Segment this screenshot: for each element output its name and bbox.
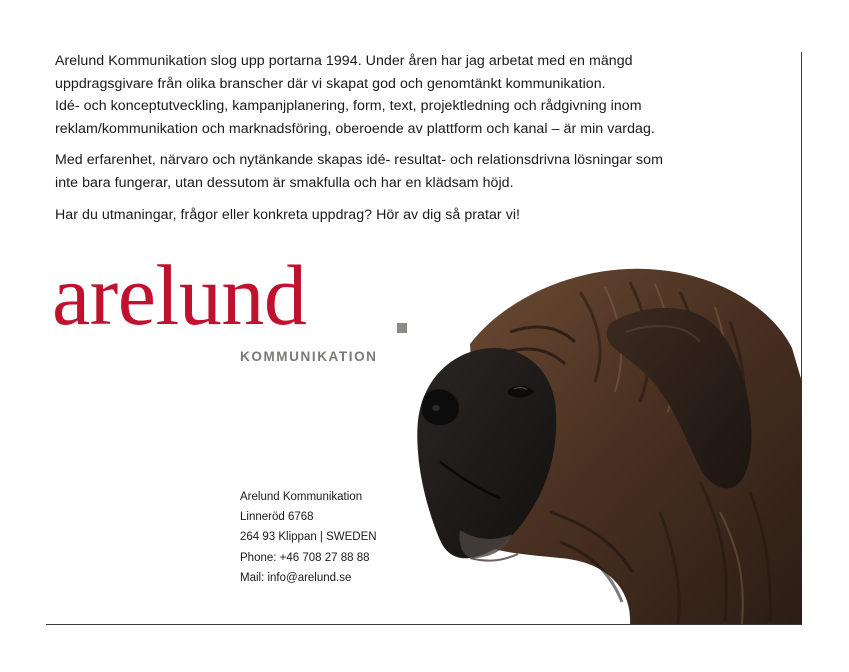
boxer-dog-icon — [400, 262, 802, 624]
intro-line: Arelund Kommunikation slog upp portarna 1994. Under åren har jag arbetat med en mängd — [55, 53, 633, 69]
intro-paragraph-1 — [55, 50, 715, 140]
frame-bottom-rule — [46, 624, 802, 625]
contact-address — [240, 487, 377, 588]
address-city: 264 93 Klippan | SWEDEN — [240, 531, 377, 544]
intro-line: inte bara fungerar, utan dessutom är smakfulla och har en klädsam höjd. — [55, 174, 514, 191]
intro-line: uppdragsgivare från olika branscher där vi skapat god och genomtänkt kommunikation. — [55, 75, 606, 92]
intro-line: Med erfarenhet, närvaro och nytänkande skapas idé- resultat- och relationsdrivna lösningar som — [55, 152, 663, 169]
intro-text — [55, 50, 715, 226]
logo-wordmark: arelund — [52, 247, 307, 343]
intro-paragraph-3 — [55, 204, 715, 227]
address-mail: Mail: info@arelund.se — [240, 571, 352, 584]
logo-subtitle: KOMMUNIKATION — [240, 349, 378, 364]
address-phone: Phone: +46 708 27 88 88 — [240, 551, 370, 564]
intro-line: Idé- och konceptutveckling, kampanjplanering, form, text, projektledning och rådgivning inom — [55, 98, 642, 115]
intro-line: reklam/kommunikation och marknadsföring, oberoende av plattform och kanal – är min vardag. — [55, 120, 655, 137]
address-company: Arelund Kommunikation — [240, 491, 363, 503]
intro-line: Har du utmaningar, frågor eller konkreta uppdrag? Hör av dig så pratar vi! — [55, 206, 521, 223]
intro-paragraph-2 — [55, 149, 715, 194]
address-street: Linneröd 6768 — [240, 511, 314, 524]
